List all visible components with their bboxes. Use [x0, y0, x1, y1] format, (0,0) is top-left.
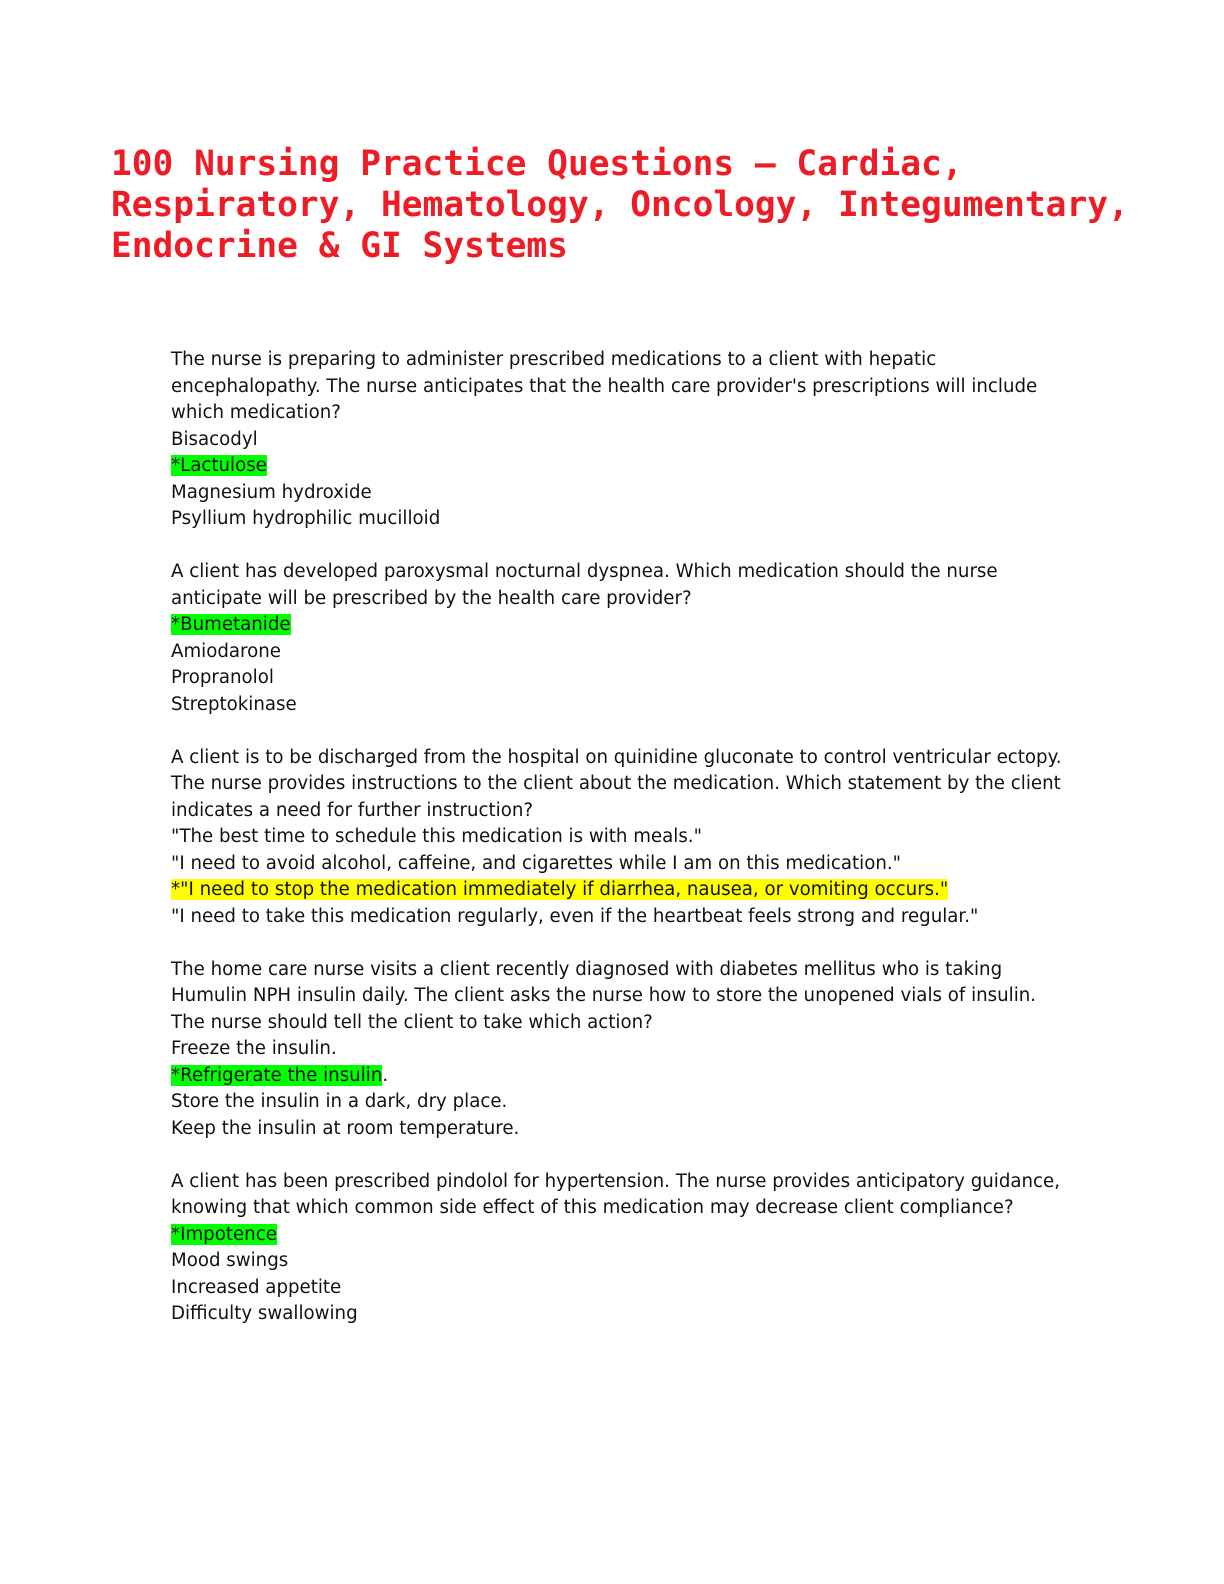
question-list — [171, 347, 1071, 1354]
question-block — [171, 1169, 1071, 1328]
option-label: Keep the insulin at room temperature. — [171, 1117, 520, 1139]
correct-answer-option — [171, 1222, 1071, 1249]
correct-answer-option — [171, 612, 1071, 639]
option-label: Freeze the insulin. — [171, 1038, 337, 1059]
answer-option — [171, 665, 1071, 692]
option-label: Psyllium hydrophilic mucilloid — [171, 508, 441, 529]
option-label: "I need to avoid alcohol, caffeine, and cigarettes while I am on this medication." — [171, 852, 902, 874]
answer-option — [171, 1248, 1071, 1275]
question-block — [171, 559, 1071, 718]
option-label: Propranolol — [171, 667, 274, 688]
answer-option — [171, 639, 1071, 666]
answer-option — [171, 824, 1071, 851]
correct-answer-highlight: *Lactulose — [171, 455, 267, 476]
option-label: Streptokinase — [171, 693, 297, 715]
answer-option — [171, 1301, 1071, 1328]
answer-option — [171, 1116, 1071, 1143]
option-label: Store the insulin in a dark, dry place. — [171, 1091, 508, 1112]
option-label: Bisacodyl — [171, 428, 258, 450]
answer-option — [171, 1089, 1071, 1116]
correct-answer-highlight: *"I need to stop the medication immediately if diarrhea, nausea, or vomiting occurs." — [171, 879, 949, 900]
question-block — [171, 745, 1071, 931]
option-label: Amiodarone — [171, 640, 281, 662]
correct-answer-option — [171, 453, 1071, 480]
option-label: Difficulty swallowing — [171, 1303, 358, 1324]
answer-option — [171, 851, 1071, 878]
correct-answer-option — [171, 1063, 1071, 1090]
option-label: Mood swings — [171, 1250, 289, 1271]
option-label: "I need to take this medication regularly, even if the heartbeat feels strong and regular." — [171, 905, 979, 927]
answer-option — [171, 506, 1071, 533]
correct-answer-highlight: *Impotence — [171, 1223, 277, 1245]
correct-answer-highlight: *Bumetanide — [171, 614, 291, 635]
question-text: The nurse is preparing to administer prescribed medications to a client with hepatic encephalopathy. The nurse anticipates that the health care provider's prescriptions will include which medication? — [171, 349, 1038, 423]
answer-option — [171, 1275, 1071, 1302]
answer-option — [171, 480, 1071, 507]
question-block — [171, 957, 1071, 1143]
option-label: Increased appetite — [171, 1276, 342, 1298]
question-text: A client has been prescribed pindolol for hypertension. The nurse provides anticipatory guidance, knowing that which common side effect of this medication may decrease client compliance? — [171, 1170, 1061, 1218]
answer-option — [171, 1036, 1071, 1063]
answer-option — [171, 427, 1071, 454]
question-text: The home care nurse visits a client recently diagnosed with diabetes mellitus who is taking Humulin NPH insulin daily. The client asks the nurse how to store the unopened vials of insulin. The nurse should tell the client to take which action? — [171, 958, 1037, 1033]
option-label: Magnesium hydroxide — [171, 481, 372, 503]
option-label: "The best time to schedule this medication is with meals." — [171, 826, 702, 847]
answer-option — [171, 692, 1071, 719]
document-title: 100 Nursing Practice Questions – Cardiac, Respiratory, Hematology, Oncology, Integumentary, Endocrine & GI Systems — [111, 144, 1129, 266]
answer-option — [171, 904, 1071, 931]
question-text: A client is to be discharged from the hospital on quinidine gluconate to control ventricular ectopy. The nurse provides instructions to the client about the medication. Which statement by the client indicates a need for further instruction? — [171, 746, 1062, 821]
correct-answer-option — [171, 877, 1071, 904]
question-text: A client has developed paroxysmal nocturnal dyspnea. Which medication should the nurse anticipate will be prescribed by the health care provider? — [171, 561, 998, 609]
option-suffix: . — [382, 1064, 389, 1086]
correct-answer-highlight: *Refrigerate the insulin — [171, 1064, 383, 1086]
question-block — [171, 347, 1071, 533]
